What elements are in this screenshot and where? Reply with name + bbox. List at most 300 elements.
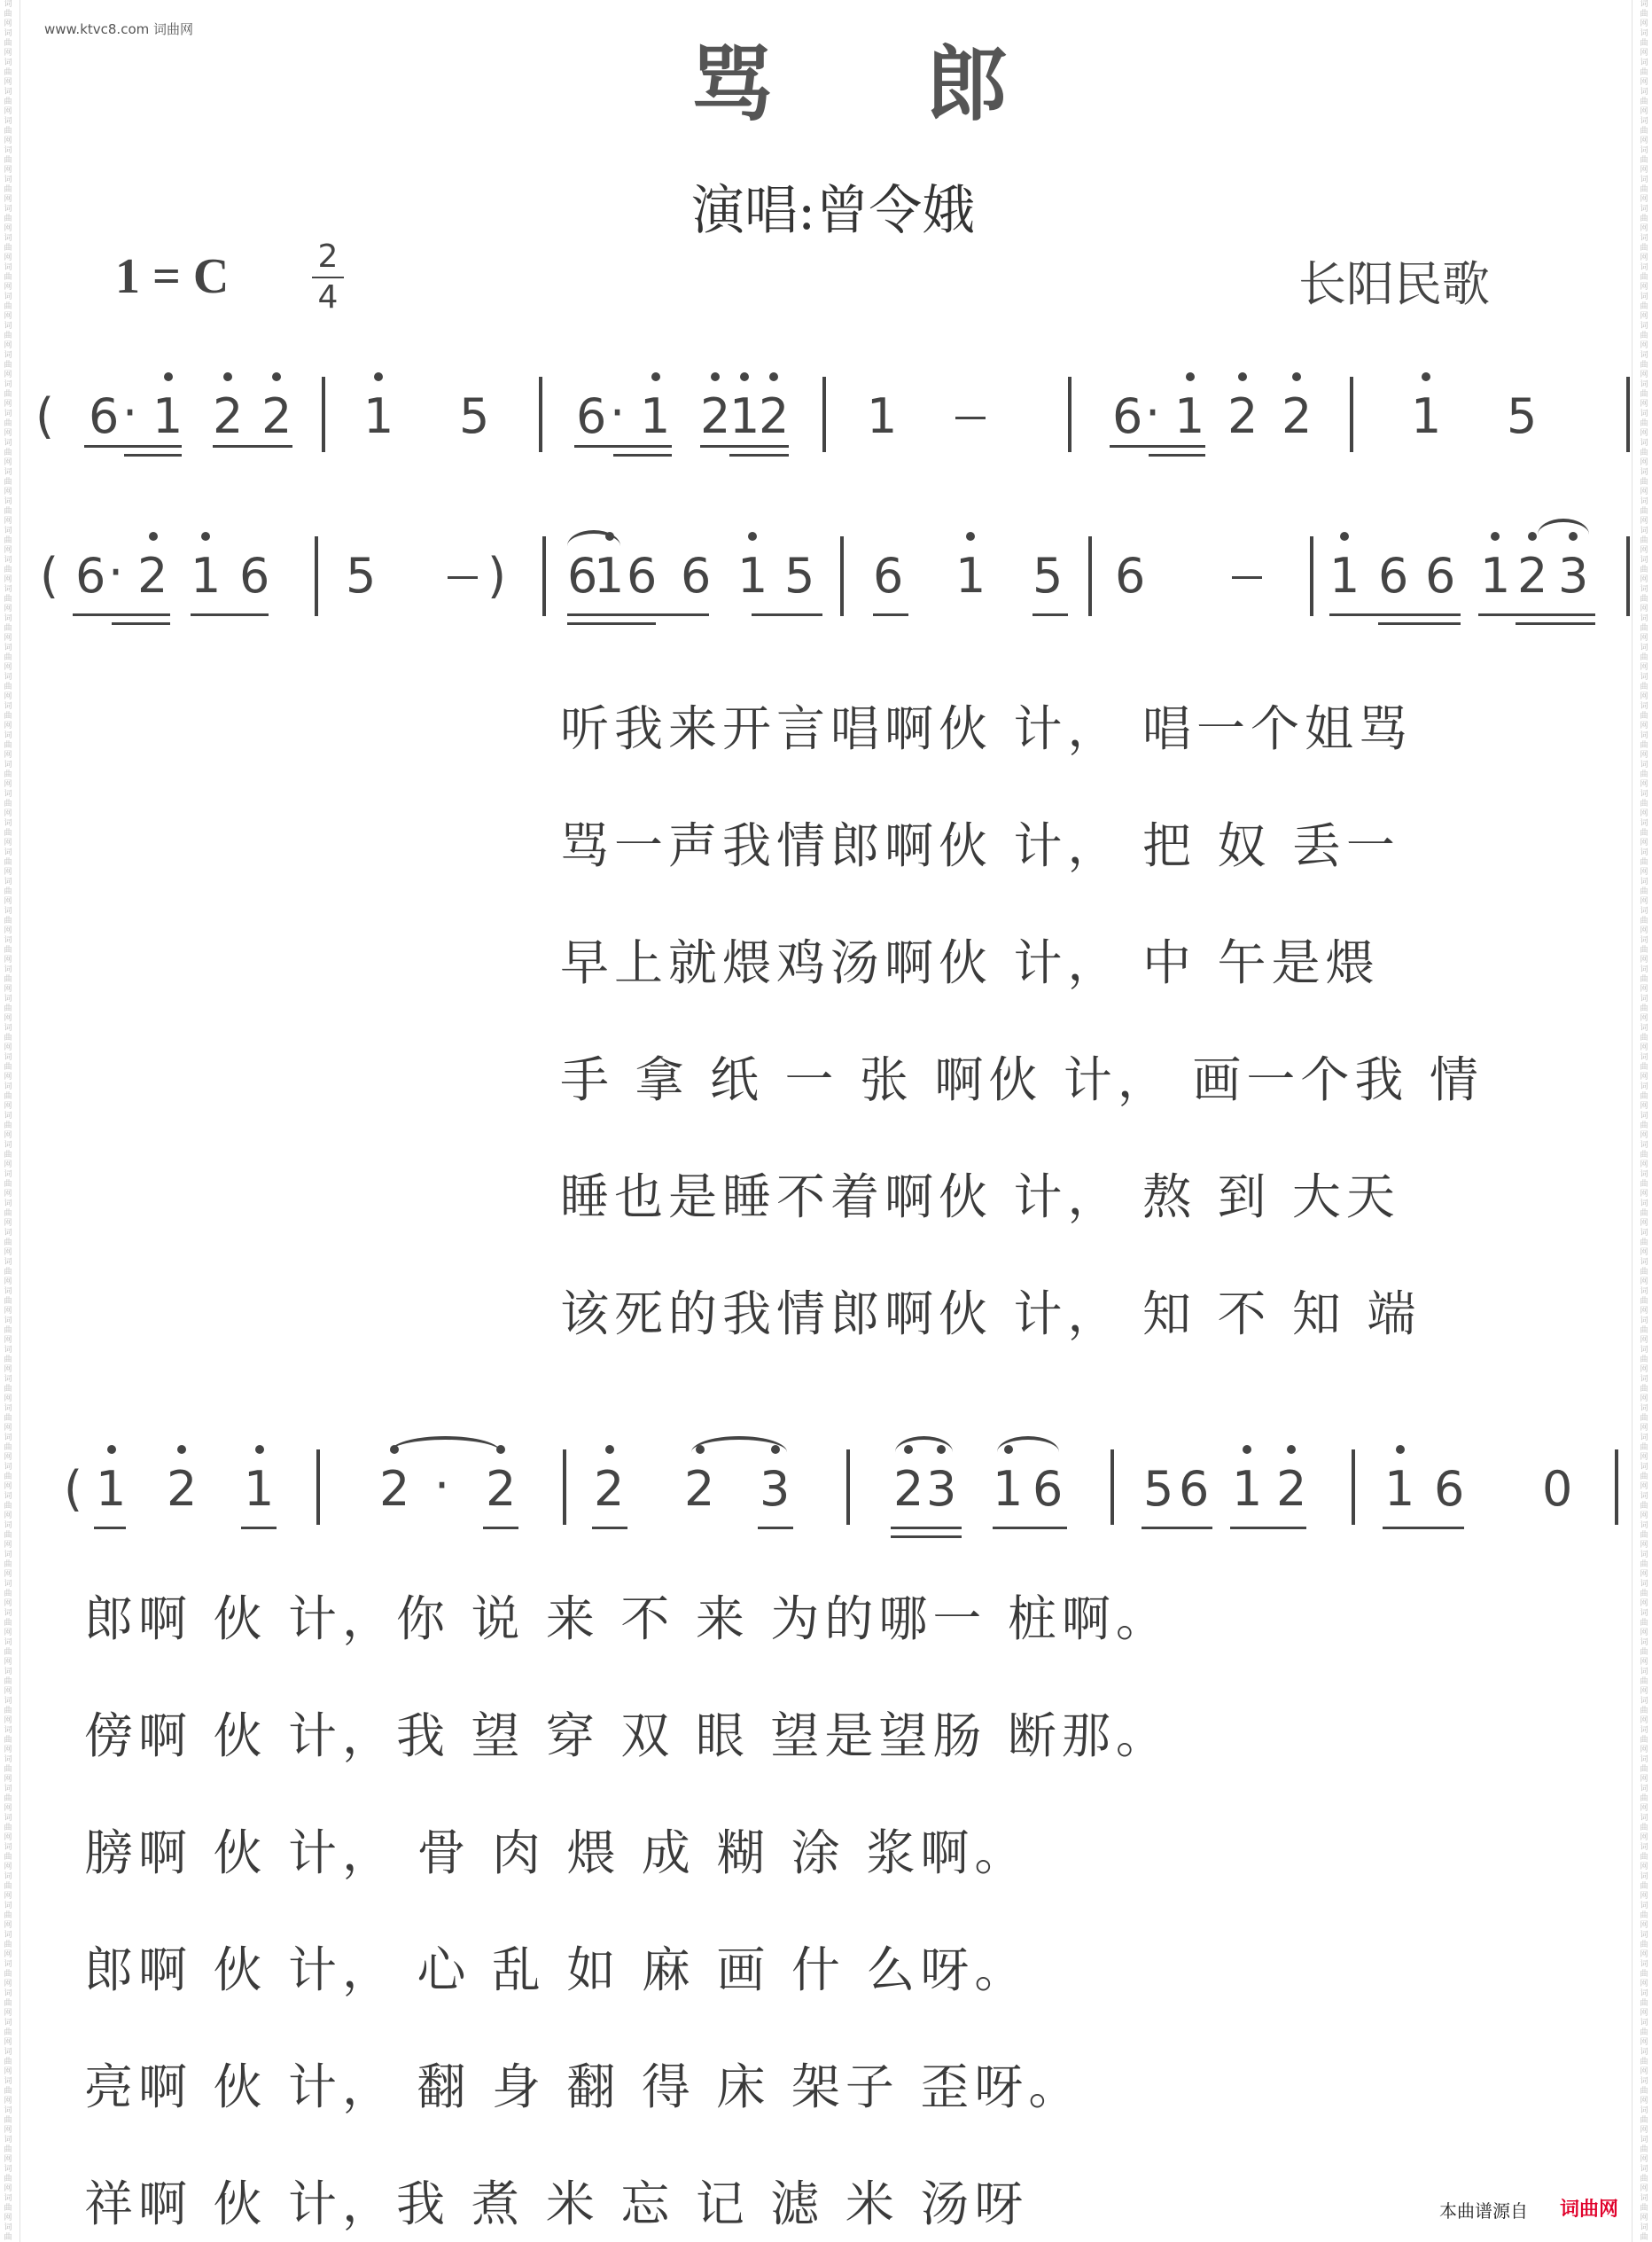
side-watermark-char: 词 [1640,2223,1648,2232]
side-watermark-char: 网 [1640,1599,1648,1608]
side-watermark-char: 词 [4,1112,12,1121]
side-watermark-char: 词 [4,1902,12,1910]
side-watermark-char: 曲 [1640,1824,1648,1832]
side-watermark-char: 词 [4,2077,12,2086]
side-watermark-char: 网 [1640,312,1648,321]
side-watermark-char: 网 [4,2097,12,2105]
side-watermark-char: 曲 [1640,1619,1648,1628]
barline [539,377,542,452]
side-watermark-char: 网 [4,1950,12,1959]
note: 1 [1411,388,1442,444]
refrain-lyric-line: 郎啊 伙 计，你 说 来 不 来 为的哪一 桩啊。 [84,1590,1170,1647]
octave-dot [1491,532,1500,541]
side-watermark-char: 词 [1640,702,1648,711]
augmentation-dot: · [610,385,626,441]
side-watermark-char: 曲 [4,39,12,48]
side-watermark-char: 词 [4,1433,12,1442]
side-watermark-char: 词 [1640,878,1648,887]
side-watermark-char: 曲 [4,127,12,136]
note: 2 [1517,548,1548,604]
side-watermark-char: 网 [4,605,12,613]
side-watermark-char: 曲 [4,1180,12,1189]
octave-dot [107,1445,116,1454]
side-watermark-char: 词 [1640,1316,1648,1325]
side-watermark-char: 词 [4,1638,12,1647]
side-watermark-char: 曲 [4,185,12,194]
side-watermark-char: 词 [1640,1989,1648,1998]
side-watermark-char: 曲 [4,1648,12,1657]
side-watermark-char: 曲 [1640,1736,1648,1745]
time-signature-top: 2 [317,238,339,275]
side-watermark-char: 词 [1640,234,1648,243]
side-watermark-char: 网 [1640,195,1648,204]
side-watermark-char: 词 [1640,117,1648,126]
side-watermark-char: 网 [1640,488,1648,496]
side-watermark-char: 网 [4,985,12,994]
side-watermark-char: 词 [1640,1082,1648,1091]
side-watermark-char: 网 [1640,341,1648,350]
side-watermark-char: 曲 [4,946,12,955]
side-watermark-char: 词 [1640,1287,1648,1296]
octave-dot [769,372,778,381]
side-watermark-char: 曲 [1640,10,1648,19]
side-watermark-char: 曲 [1640,2233,1648,2242]
side-watermark-char: 曲 [4,975,12,984]
side-watermark-char: 曲 [4,1970,12,1979]
side-watermark-char: 词 [4,1404,12,1413]
octave-dot [1422,372,1430,381]
side-watermark-char: 词 [1640,468,1648,477]
open-paren: ( [64,1461,83,1517]
side-watermark-char: 曲 [1640,1121,1648,1130]
side-watermark-char: 词 [4,731,12,740]
side-watermark-char: 词 [4,1785,12,1793]
side-watermark-char: 曲 [1640,1999,1648,2008]
note: 6 [1179,1461,1210,1517]
note: 6 [1378,548,1409,604]
beam [112,622,170,625]
side-watermark-char: 曲 [1640,1414,1648,1423]
augmentation-dot: · [108,544,124,600]
side-watermark-char: 曲 [1640,1151,1648,1160]
side-watermark-char: 词 [1640,1814,1648,1823]
note: 5 [346,548,377,604]
barline [1068,377,1071,452]
note: 1 [640,388,671,444]
side-watermark-char: 词 [4,1697,12,1706]
side-watermark-char: 曲 [1640,2058,1648,2066]
side-watermark-char: 曲 [1640,1034,1648,1043]
side-watermark-char: 网 [1640,1833,1648,1842]
side-watermark-char: 网 [4,429,12,438]
refrain-lyric-line: 亮啊 伙 计， 翻 身 翻 得 床 架子 歪呀。 [84,2058,1083,2115]
note: 1 [1174,388,1205,444]
side-watermark-char: 曲 [1640,1853,1648,1862]
side-watermark-char: 曲 [4,1853,12,1862]
side-watermark-char: 词 [4,2106,12,2115]
side-watermark-char: 网 [1640,1424,1648,1433]
octave-dot [711,372,720,381]
octave-dot [696,1445,705,1454]
side-watermark-char: 网 [4,751,12,760]
side-watermark-char: 词 [1640,2106,1648,2115]
side-watermark-char: 词 [4,1609,12,1618]
side-watermark-char: 网 [4,956,12,965]
side-watermark-char: 曲 [4,595,12,604]
side-watermark-char: 网 [1640,2009,1648,2018]
side-watermark-char: 网 [1640,1541,1648,1550]
side-watermark-char: 网 [4,20,12,28]
side-watermark-char: 词 [4,468,12,477]
side-watermark-char: 曲 [1640,1941,1648,1949]
beam [700,445,789,448]
side-watermark-char: 曲 [4,770,12,779]
side-watermark-char: 网 [1640,868,1648,877]
side-watermark-char: 词 [1640,556,1648,565]
side-watermark-char: 网 [4,926,12,935]
beam [592,1527,627,1529]
beam [1110,445,1205,448]
side-watermark-char: 曲 [1640,653,1648,662]
beam [73,613,170,616]
side-watermark-char: 曲 [4,566,12,574]
side-watermark-char: 曲 [4,156,12,165]
side-watermark-char: 曲 [1640,1560,1648,1569]
side-watermark-char: 网 [4,2214,12,2222]
side-watermark-char: 词 [4,1024,12,1033]
note: 1 [729,388,760,444]
side-watermark-char: 曲 [1640,2175,1648,2183]
verse-lyric-line: 早上就煨鸡汤啊伙 计， 中 午是煨 [560,934,1380,991]
octave-dot [1186,372,1195,381]
side-watermark-char: 曲 [4,1414,12,1423]
side-watermark-char: 网 [4,1190,12,1199]
side-watermark-char: 曲 [4,1590,12,1598]
side-watermark-char: 网 [1640,166,1648,175]
note: 6 [75,548,106,604]
beam [752,613,822,616]
side-watermark-char: 曲 [1640,127,1648,136]
octave-dot [605,532,614,541]
side-watermark-char: 网 [4,575,12,584]
side-watermark-char: 词 [1640,527,1648,535]
side-watermark-char: 曲 [1640,566,1648,574]
side-watermark-char: 词 [1640,497,1648,506]
side-watermark-char: 曲 [4,2028,12,2037]
side-watermark-char: 网 [4,254,12,262]
note: 2 [261,388,292,444]
side-watermark-char: 网 [4,1541,12,1550]
side-watermark-char: 曲 [4,1297,12,1306]
side-watermark-char: 曲 [4,1502,12,1511]
side-watermark-char: 网 [4,195,12,204]
octave-dot [149,532,158,541]
side-watermark-char: 网 [4,78,12,87]
side-watermark-char: 网 [1640,663,1648,672]
side-watermark-char: 网 [4,2184,12,2193]
side-watermark-char: 曲 [4,215,12,223]
side-watermark-char: 词 [4,1492,12,1501]
note: 2 [167,1461,198,1517]
side-watermark-char: 网 [4,1482,12,1491]
side-watermark-char: 曲 [4,1882,12,1891]
side-watermark-char: 曲 [1640,1502,1648,1511]
side-watermark-char: 曲 [1640,1794,1648,1803]
side-watermark-char: 词 [4,556,12,565]
side-watermark-char: 词 [1640,1229,1648,1238]
side-watermark-char: 网 [1640,1950,1648,1959]
side-watermark-char: 词 [1640,2048,1648,2057]
barline [1088,536,1092,616]
side-watermark-char: 曲 [1640,2204,1648,2213]
side-watermark-char: 曲 [4,536,12,545]
side-watermark-char: 网 [4,2126,12,2135]
octave-dot [937,1445,946,1454]
side-watermark-char: 曲 [4,1004,12,1013]
note: 6 [627,548,658,604]
side-watermark-char: 词 [1640,1463,1648,1472]
side-watermark-char: 词 [4,2019,12,2027]
note: 1 [152,388,183,444]
hold-dash [1232,576,1262,579]
side-watermark-char: 网 [1640,956,1648,965]
side-watermark-char: 曲 [4,2087,12,2096]
side-watermark-char: 词 [4,1463,12,1472]
refrain-lyric-line: 祥啊 伙 计，我 煮 米 忘 记 滤 米 汤呀 [84,2176,1029,2232]
side-watermark-char: 网 [4,312,12,321]
side-watermark-char: 网 [4,897,12,906]
side-watermark-char: 网 [4,2038,12,2047]
side-watermark-char: 词 [1640,1785,1648,1793]
side-watermark-char: 词 [4,614,12,623]
side-watermark-char: 网 [1640,2097,1648,2105]
side-watermark-char: 网 [1640,2067,1648,2076]
refrain-lyric-line: 傍啊 伙 计，我 望 穿 双 眼 望是望肠 断那。 [84,1707,1170,1764]
note: 3 [1558,548,1589,604]
side-watermark-char: 网 [1640,605,1648,613]
side-watermark-char: 网 [1640,1190,1648,1199]
side-watermark-char: 曲 [1640,770,1648,779]
side-watermark-char: 网 [4,1863,12,1871]
side-watermark-char: 词 [1640,1053,1648,1062]
side-watermark-char: 网 [1640,371,1648,379]
side-watermark-char: 曲 [1640,1531,1648,1540]
side-watermark-char: 网 [4,809,12,818]
side-watermark-char: 曲 [1640,2028,1648,2037]
beam [124,454,182,457]
left-watermark-strip [2,0,14,2242]
barline [1110,1449,1114,1525]
side-watermark-char: 词 [1640,2077,1648,2086]
side-watermark-char: 曲 [4,68,12,77]
side-watermark-char: 曲 [4,273,12,282]
note: 2 [594,1461,625,1517]
side-watermark-char: 网 [4,780,12,789]
side-watermark-char: 网 [1640,107,1648,116]
hold-dash [955,417,986,419]
side-watermark-char: 词 [4,322,12,331]
side-watermark-char: 网 [4,868,12,877]
close-paren: ) [487,548,507,604]
side-watermark-char: 曲 [4,1063,12,1072]
side-watermark-char: 词 [1640,1668,1648,1676]
side-watermark-char: 曲 [1640,361,1648,370]
side-watermark-char: 词 [1640,995,1648,1004]
note: 6 [1032,1461,1064,1517]
side-watermark-char: 词 [1640,146,1648,155]
side-watermark-char: 曲 [1640,2145,1648,2154]
side-watermark-char: 词 [4,848,12,857]
side-watermark-char: 词 [1640,1433,1648,1442]
side-watermark-char: 曲 [4,1151,12,1160]
side-watermark-char: 曲 [4,653,12,662]
side-watermark-char: 网 [4,224,12,233]
note: 2 [379,1461,410,1517]
side-watermark-char: 网 [4,1775,12,1784]
note: 1 [96,1461,127,1517]
barline [1350,377,1353,452]
note: 6 [1115,548,1146,604]
side-watermark-char: 曲 [1640,244,1648,253]
side-watermark-char: 网 [1640,897,1648,906]
side-watermark-char: 网 [4,634,12,643]
side-watermark-char: 曲 [4,2175,12,2183]
note: 2 [486,1461,517,1517]
barline [316,1449,320,1525]
barline [846,1449,850,1525]
slur [1538,519,1589,535]
side-watermark-char: 网 [4,49,12,58]
side-watermark-char: 词 [4,936,12,945]
octave-dot [177,1445,186,1454]
side-watermark-char: 词 [4,410,12,418]
side-watermark-char: 网 [1640,1775,1648,1784]
side-watermark-char: 网 [1640,1102,1648,1111]
beam [191,613,269,616]
side-watermark-char: 曲 [1640,887,1648,896]
barline [563,1449,566,1525]
footer-site-link[interactable]: 词曲网 [1559,2199,1618,2221]
side-watermark-char: 词 [4,1580,12,1589]
octave-dot [771,1445,780,1454]
side-watermark-char: 词 [1640,1638,1648,1647]
note: 1 [955,548,986,604]
octave-dot [272,372,281,381]
side-watermark-char: 网 [1640,1248,1648,1257]
note: 2 [1282,388,1313,444]
octave-dot [1569,532,1578,541]
side-watermark-char: 网 [4,722,12,730]
side-watermark-char: 曲 [1640,478,1648,487]
octave-dot [904,1445,913,1454]
refrain-lyric-line: 郎啊 伙 计， 心 乱 如 麻 画 什 么呀。 [84,1941,1029,1998]
side-watermark-char: 词 [1640,1960,1648,1969]
side-watermark-char: 词 [1640,848,1648,857]
side-watermark-char: 网 [1640,1687,1648,1696]
side-watermark-char: 词 [4,1872,12,1881]
side-watermark-char: 曲 [4,507,12,516]
side-watermark-char: 曲 [1640,419,1648,428]
side-watermark-char: 词 [4,1199,12,1208]
octave-dot [390,1445,399,1454]
note: 1 [1480,548,1511,604]
side-watermark-char: 曲 [4,1794,12,1803]
side-watermark-char: 曲 [1640,1297,1648,1306]
side-watermark-char: 词 [1640,176,1648,184]
side-watermark-char: 词 [1640,2019,1648,2027]
side-watermark-char: 词 [4,1843,12,1852]
side-watermark-char: 词 [4,1960,12,1969]
side-watermark-char: 曲 [1640,946,1648,955]
octave-dot [651,372,660,381]
octave-dot [1238,372,1247,381]
side-watermark-char: 词 [4,176,12,184]
time-signature-bottom: 4 [317,279,339,316]
side-watermark-char: 曲 [1640,2087,1648,2096]
side-watermark-char: 曲 [1640,858,1648,867]
side-watermark-char: 词 [4,293,12,301]
side-watermark-char: 曲 [1640,1882,1648,1891]
slur [390,1436,501,1452]
side-watermark-char: 词 [4,59,12,67]
side-watermark-char: 网 [1640,1570,1648,1579]
side-watermark-char: 网 [1640,1307,1648,1316]
octave-dot [1287,1445,1296,1454]
side-watermark-char: 曲 [4,10,12,19]
augmentation-dot: · [1145,385,1161,441]
side-watermark-char: 网 [4,692,12,701]
note: 2 [700,388,731,444]
note: 6 [873,548,904,604]
side-watermark-char: 曲 [4,712,12,721]
side-watermark-char: 词 [1640,936,1648,945]
side-watermark-char: 词 [4,965,12,974]
note: 3 [760,1461,791,1517]
side-watermark-char: 词 [4,790,12,799]
side-watermark-char: 网 [4,1980,12,1988]
side-watermark-char: 词 [4,1521,12,1530]
barline [1615,1449,1618,1525]
note: 3 [926,1461,957,1517]
octave-dot [1340,532,1349,541]
side-watermark-char: 词 [4,761,12,769]
barline [840,536,844,616]
side-watermark-char: 词 [1640,1024,1648,1033]
side-watermark-char: 曲 [1640,975,1648,984]
side-watermark-char: 网 [1640,575,1648,584]
side-watermark-char: 词 [1640,2136,1648,2144]
side-watermark-char: 词 [1640,1755,1648,1764]
side-watermark-char: 网 [1640,1043,1648,1052]
side-watermark-char: 网 [1640,1980,1648,1988]
side-watermark-char: 网 [4,2155,12,2164]
beam [891,1527,962,1529]
side-watermark-char: 曲 [1640,712,1648,721]
side-watermark-char: 曲 [1640,215,1648,223]
side-watermark-char: 词 [1640,380,1648,389]
side-watermark-char: 曲 [1640,683,1648,691]
side-watermark-char: 网 [1640,283,1648,292]
note: 6 [681,548,712,604]
octave-dot [374,372,383,381]
side-watermark-char: 词 [4,1141,12,1150]
note: 1 [191,548,222,604]
octave-dot [1243,1445,1251,1454]
side-watermark-char: 曲 [1640,449,1648,457]
side-watermark-char: 词 [1640,1902,1648,1910]
side-watermark-char: 曲 [1640,302,1648,311]
note: 6 [576,388,607,444]
